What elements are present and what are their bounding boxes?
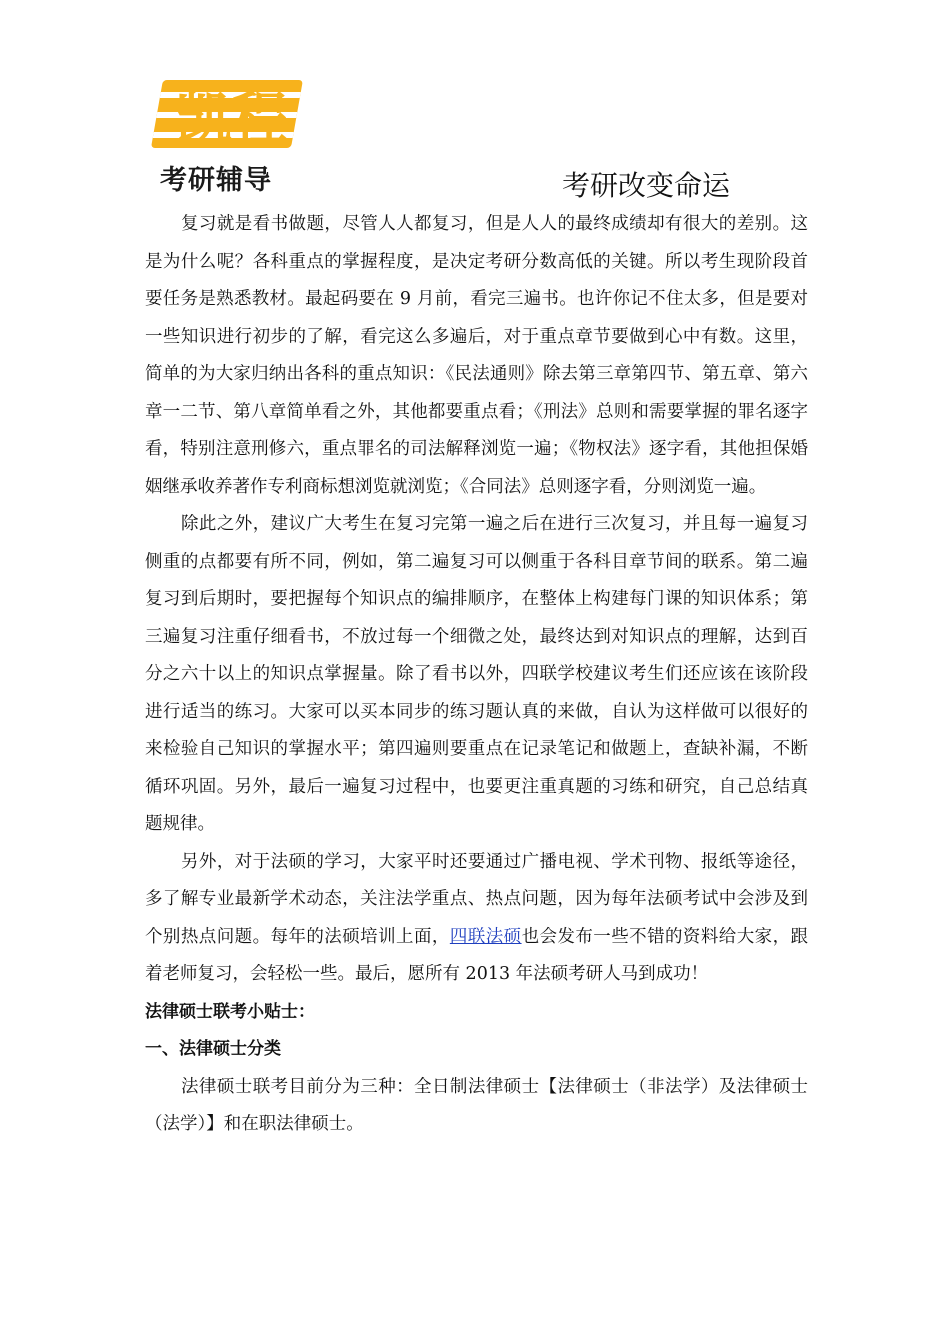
logo-mark-text: 凯程 [176, 87, 288, 152]
paragraph-3-text-a: 另外，对于法硕的学习，大家平时还要通过广播电视、学术刊物、报纸等途径，多了解专业最新学术动态，关注法学重点、热点问题，因为每年法硕考试中会涉及到个别热点问题。每年的法硕培训上面， [145, 851, 808, 947]
paragraph-3-text-b: 也会发布一些不错的资料给大家，跟着老师复习，会轻松一些。最后，愿所有 2013 年法硕考研人马到成功！ [145, 926, 809, 984]
paragraph-3 [145, 844, 808, 994]
brand-logo [150, 74, 310, 204]
logo-mark [150, 74, 310, 158]
section-1-heading: 一、法律硕士分类 [145, 1039, 281, 1059]
paragraph-1: 复习就是看书做题，尽管人人都复习，但是人人的最终成绩却有很大的差别。这是为什么呢？各科重点的掌握程度，是决定考研分数高低的关键。所以考生现阶段首要任务是熟悉教材。最起码要在 9 月前，看完三遍书。也许你记不住太多，但是要对一些知识进行初步的了解，看完这么多遍后，对于重点章节要做到心中有数。这里，简单的为大家归纳出各科的重点知识：《民法通则》除去第三章第四节、第五章、第六章一二节、第八章简单看之外，其他都要重点看；《刑法》总则和需要掌握的罪名逐字看，特别注意刑修六，重点罪名的司法解释浏览一遍；《物权法》逐字看，其他担保婚姻继承收养著作专利商标想浏览就浏览；《合同法》总则逐字看，分则浏览一遍。 [145, 214, 808, 497]
tips-heading: 法律硕士联考小贴士： [145, 1001, 315, 1022]
silian-fashuo-link[interactable]: 四联法硕 [449, 926, 522, 947]
article-body [145, 206, 808, 1144]
page-slogan: 考研改变命运 [562, 169, 731, 202]
paragraph-4: 法律硕士联考目前分为三种：全日制法律硕士【法律硕士（非法学）及法律硕士（法学）】和在职法律硕士。 [145, 1076, 808, 1134]
logo-subtitle: 考研辅导 [160, 165, 272, 196]
paragraph-2: 除此之外，建议广大考生在复习完第一遍之后在进行三次复习，并且每一遍复习侧重的点都要有所不同，例如，第二遍复习可以侧重于各科目章节间的联系。第二遍复习到后期时，要把握每个知识点的编排顺序，在整体上构建每门课的知识体系；第三遍复习注重仔细看书，不放过每一个细微之处，最终达到对知识点的理解，达到百分之六十以上的知识点掌握量。除了看书以外，四联学校建议考生们还应该在该阶段进行适当的练习。大家可以买本同步的练习题认真的来做，自认为这样做可以很好的来检验自己知识的掌握水平；第四遍则要重点在记录笔记和做题上，查缺补漏，不断循环巩固。另外，最后一遍复习过程中，也要更注重真题的习练和研究，自己总结真题规律。 [145, 514, 808, 834]
